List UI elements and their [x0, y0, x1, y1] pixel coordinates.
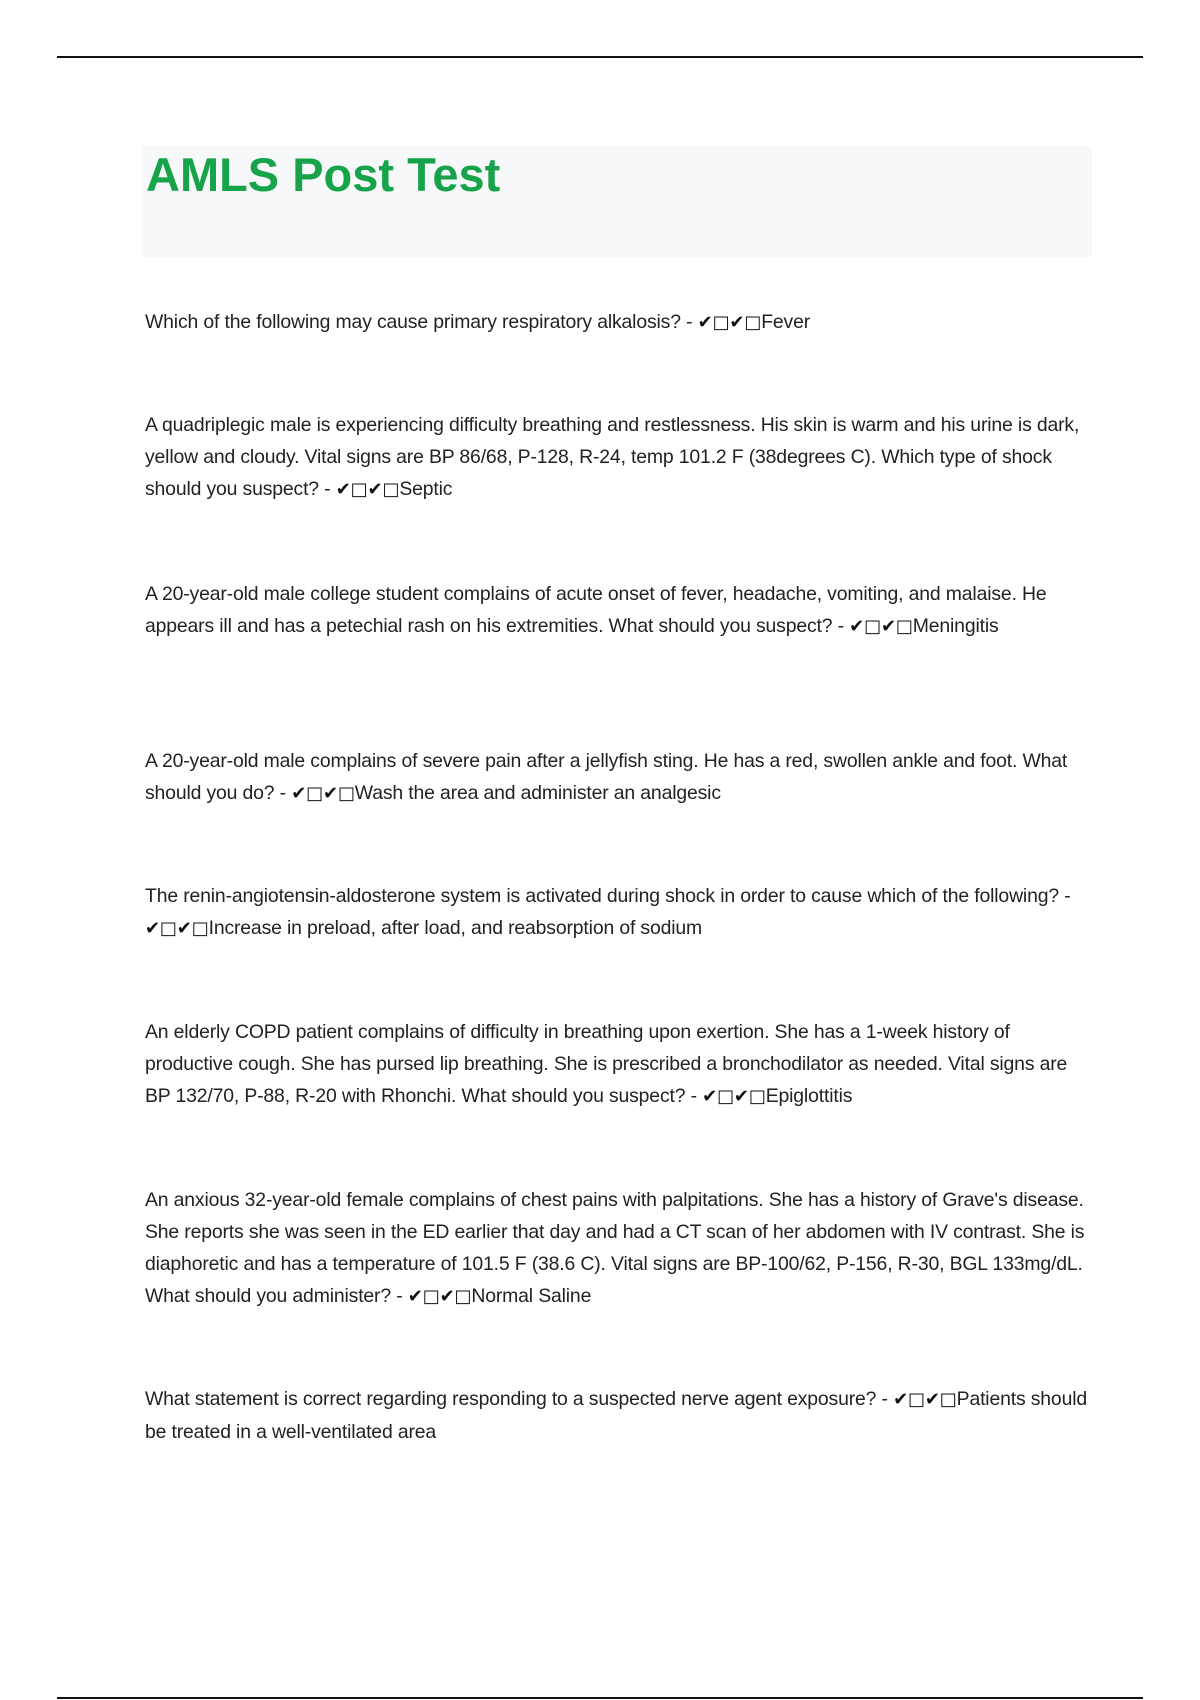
qa-item-1 [145, 306, 1090, 339]
qa-item-4 [145, 745, 1090, 810]
check-mark-icon: ✔□✔□ [697, 312, 762, 333]
answer-text: Fever [761, 311, 811, 333]
check-mark-icon: ✔□✔□ [291, 783, 355, 804]
check-mark-icon: ✔□✔□ [145, 918, 209, 939]
answer-text: Septic [399, 478, 453, 500]
answer-text: Normal Saline [471, 1285, 592, 1307]
check-mark-icon: ✔□✔□ [893, 1389, 957, 1410]
qa-item-2 [145, 409, 1090, 506]
answer-text: Epiglottitis [765, 1085, 853, 1107]
question-text: Which of the following may cause primary respiratory alkalosis? - [145, 311, 698, 333]
question-text: An anxious 32-year-old female complains of chest pains with palpitations. She has a history of Grave's disease. She reports she was seen in the ED earlier that day and had a CT scan of her abdomen with IV contrast. She is diaphoretic and has a temperature of 101.5 F (38.6 C). Vital signs are BP-100/62, P-156, R-30, BGL 133mg/dL. What should you administer? - [145, 1189, 1085, 1307]
question-text: A 20-year-old male college student complains of acute onset of fever, headache, vomiting, and malaise. He appears ill and has a petechial rash on his extremities. What should you suspect? - [145, 583, 1047, 637]
qa-item-5 [145, 880, 1090, 945]
qa-item-8 [145, 1383, 1090, 1448]
question-text: What statement is correct regarding responding to a suspected nerve agent exposure? - [145, 1388, 894, 1410]
document-title: AMLS Post Test [146, 148, 501, 201]
question-text: An elderly COPD patient complains of difficulty in breathing upon exertion. She has a 1-week history of productive cough. She has pursed lip breathing. She is prescribed a bronchodilator as needed. Vital signs are BP 132/70, P-88, R-20 with Rhonchi. What should you suspect? - [145, 1021, 1068, 1107]
question-text: A quadriplegic male is experiencing difficulty breathing and restlessness. His skin is warm and his urine is dark, yellow and cloudy. Vital signs are BP 86/68, P-128, R-24, temp 101.2 F (38degrees C). Which type of shock should you suspect? - [145, 414, 1080, 500]
answer-text: Wash the area and administer an analgesic [354, 782, 721, 804]
check-mark-icon: ✔□✔□ [849, 616, 913, 637]
check-mark-icon: ✔□✔□ [407, 1286, 472, 1307]
question-text: A 20-year-old male complains of severe pain after a jellyfish sting. He has a red, swollen ankle and foot. What should you do? - [145, 750, 1068, 804]
footer-rule [57, 1697, 1143, 1699]
header-rule [57, 56, 1143, 58]
answer-text: Increase in preload, after load, and reabsorption of sodium [208, 917, 703, 939]
check-mark-icon: ✔□✔□ [702, 1086, 766, 1107]
qa-item-6 [145, 1016, 1090, 1113]
answer-text: Patients should be treated in a well-ventilated area [145, 1388, 1087, 1443]
title-block [143, 146, 1092, 257]
question-text: The renin-angiotensin-aldosterone system is activated during shock in order to cause which of the following? - [145, 885, 1071, 907]
check-mark-icon: ✔□✔□ [335, 479, 400, 500]
qa-item-7 [145, 1184, 1090, 1313]
qa-item-3 [145, 578, 1090, 643]
answer-text: Meningitis [912, 615, 999, 637]
